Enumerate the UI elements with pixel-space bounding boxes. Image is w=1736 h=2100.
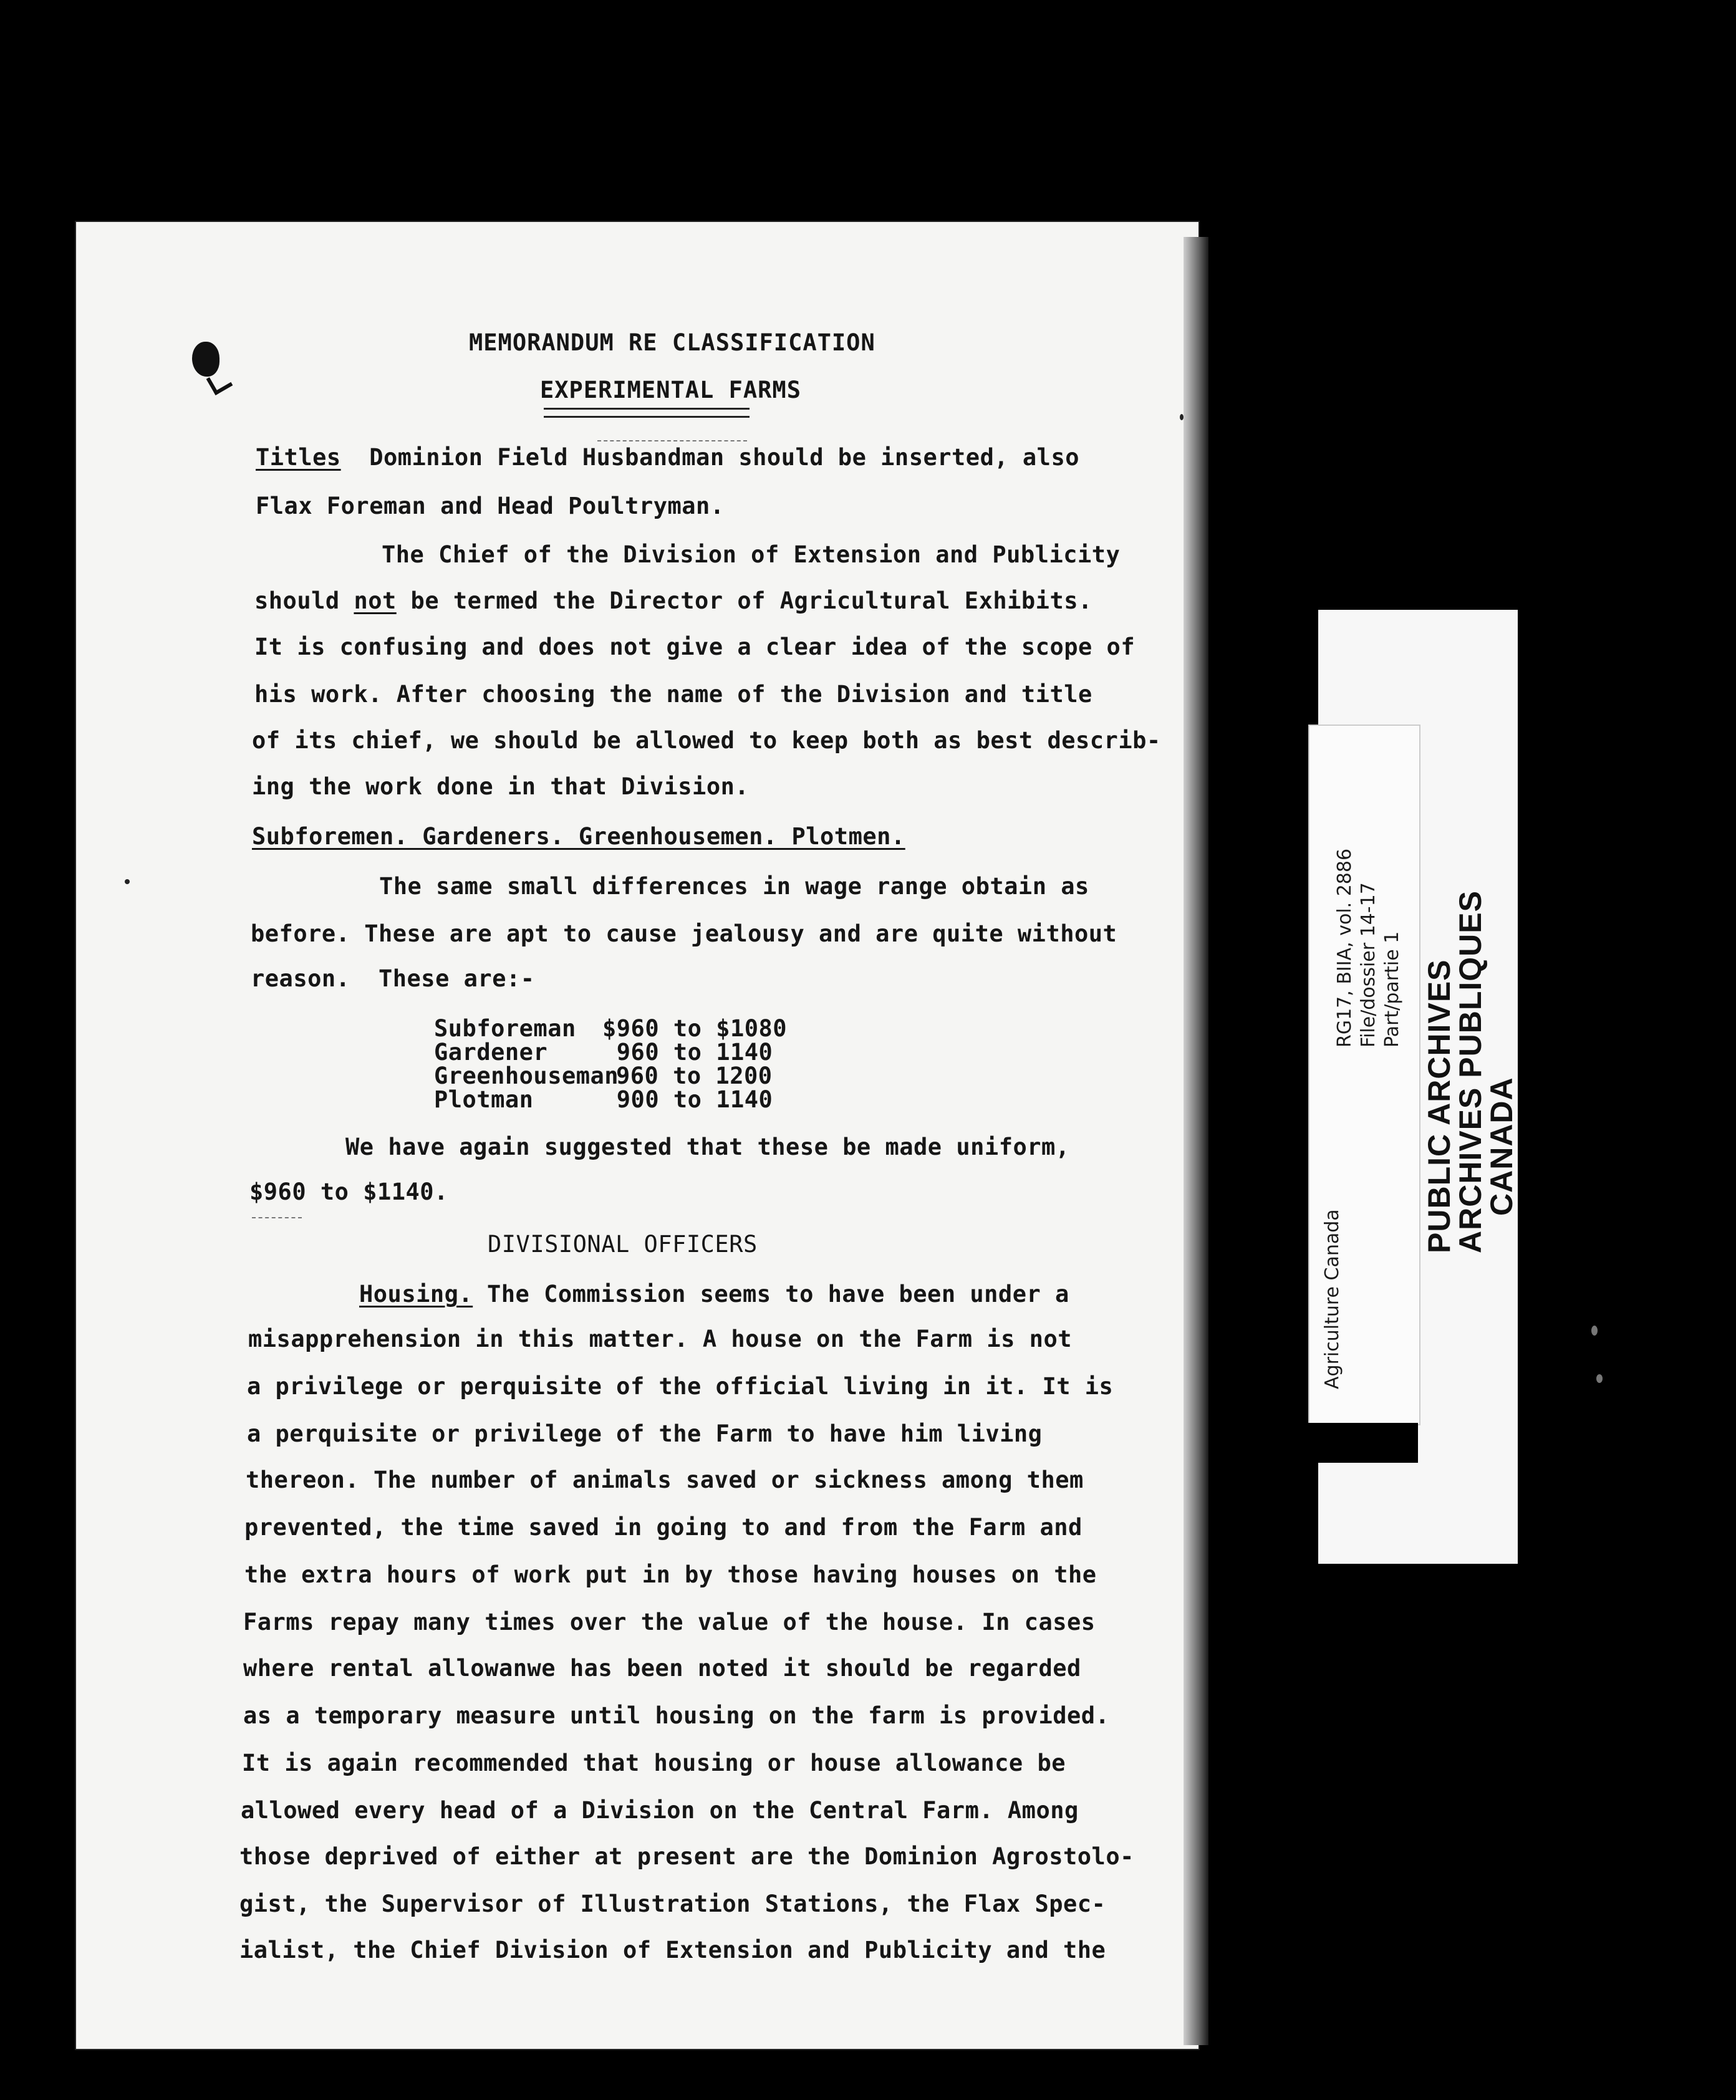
line-18: a perquisite or privilege of the Farm to have him living xyxy=(247,1420,1043,1447)
memo-title: MEMORANDUM RE CLASSIFICATION xyxy=(469,329,875,356)
line-4 xyxy=(254,587,1092,614)
line-23: where rental allowanwe has been noted it should be regarded xyxy=(243,1655,1081,1682)
line-22: Farms repay many times over the value of the house. In cases xyxy=(243,1609,1096,1635)
stray-speck xyxy=(125,879,130,884)
line-15 xyxy=(359,1281,1069,1308)
line-15-text: The Commission seems to have been under a xyxy=(473,1281,1069,1308)
titles-heading: Titles xyxy=(256,444,341,471)
archive-stamp-notch xyxy=(1308,1423,1418,1463)
margin-dash xyxy=(252,1217,302,1218)
line-4-a: should xyxy=(254,587,354,614)
line-6: his work. After choosing the name of the Division and title xyxy=(254,681,1092,708)
wage-row-range: 960 to 1140 xyxy=(602,1039,773,1066)
line-7: of its chief, we should be allowed to keep both as best describ- xyxy=(252,727,1161,754)
line-21: the extra hours of work put in by those having houses on the xyxy=(244,1561,1097,1588)
archive-part: Part/partie 1 xyxy=(1381,931,1403,1048)
line-17: a privilege or perquisite of the official living in it. It is xyxy=(247,1373,1114,1400)
line-25: It is again recommended that housing or house allowance be xyxy=(242,1750,1066,1776)
stray-speck xyxy=(1180,414,1184,420)
archive-institution-fr: ARCHIVES PUBLIQUES xyxy=(1453,890,1488,1253)
wage-row-role: Subforeman xyxy=(434,1015,576,1042)
line-11: before. These are apt to cause jealousy and are quite without xyxy=(251,920,1117,947)
memo-subtitle: EXPERIMENTAL FARMS xyxy=(540,377,801,403)
line-2: Flax Foreman and Head Poultryman. xyxy=(256,493,725,519)
archive-file: File/dossier 14-17 xyxy=(1357,882,1379,1048)
line-13: We have again suggested that these be made uniform, xyxy=(345,1134,1070,1160)
archive-reference: RG17, BIIA, vol. 2886 xyxy=(1334,848,1356,1048)
stray-speck xyxy=(1591,1326,1598,1336)
emphasis-not: not xyxy=(354,587,397,614)
subtitle-double-underline xyxy=(544,408,750,418)
line-19: thereon. The number of animals saved or sickness among them xyxy=(246,1467,1084,1493)
wage-row-range: $960 to $1080 xyxy=(602,1015,788,1042)
line-3: The Chief of the Division of Extension and Publicity xyxy=(382,541,1121,568)
line-26: allowed every head of a Division on the Central Farm. Among xyxy=(241,1797,1079,1824)
line-5: It is confusing and does not give a clear idea of the scope of xyxy=(254,633,1136,660)
archive-department: Agriculture Canada xyxy=(1321,1209,1343,1389)
wage-row-role: Gardener xyxy=(434,1039,548,1066)
subtitle-dash-rule xyxy=(597,440,747,441)
line-10: The same small differences in wage range obtain as xyxy=(379,873,1089,900)
line-1-text: Dominion Field Husbandman should be inserted, also xyxy=(340,444,1080,471)
stray-speck xyxy=(1596,1374,1603,1383)
line-1 xyxy=(256,444,1079,471)
subforemen-heading: Subforemen. Gardeners. Greenhousemen. Plotmen. xyxy=(252,823,905,850)
wage-row-role: Greenhouseman xyxy=(434,1062,619,1089)
line-20: prevented, the time saved in going to and from the Farm and xyxy=(244,1514,1083,1541)
line-8: ing the work done in that Division. xyxy=(252,773,750,800)
wage-row-range: 960 to 1200 xyxy=(616,1062,773,1089)
line-14: $960 to $1140. xyxy=(249,1178,448,1205)
line-4-c: be termed the Director of Agricultural Exhibits. xyxy=(396,587,1092,614)
archive-country: CANADA xyxy=(1484,1077,1519,1216)
line-16: misapprehension in this matter. A house on the Farm is not xyxy=(248,1326,1073,1352)
section-heading-divisional-officers: DIVISIONAL OFFICERS xyxy=(488,1231,758,1258)
line-28: gist, the Supervisor of Illustration Stations, the Flax Spec- xyxy=(239,1890,1106,1917)
line-27: those deprived of either at present are the Dominion Agrostolo- xyxy=(239,1843,1134,1870)
archive-institution-en: PUBLIC ARCHIVES xyxy=(1422,959,1457,1253)
line-29: ialist, the Chief Division of Extension and Publicity and the xyxy=(239,1937,1106,1963)
wage-row-role: Plotman xyxy=(434,1086,534,1113)
housing-heading: Housing. xyxy=(359,1281,473,1308)
page-edge-shadow xyxy=(1184,237,1208,2045)
line-24: as a temporary measure until housing on the farm is provided. xyxy=(243,1702,1110,1729)
wage-row-range: 900 to 1140 xyxy=(602,1086,773,1113)
punch-hole-mark xyxy=(192,342,219,377)
line-12: reason. These are:- xyxy=(251,965,535,992)
